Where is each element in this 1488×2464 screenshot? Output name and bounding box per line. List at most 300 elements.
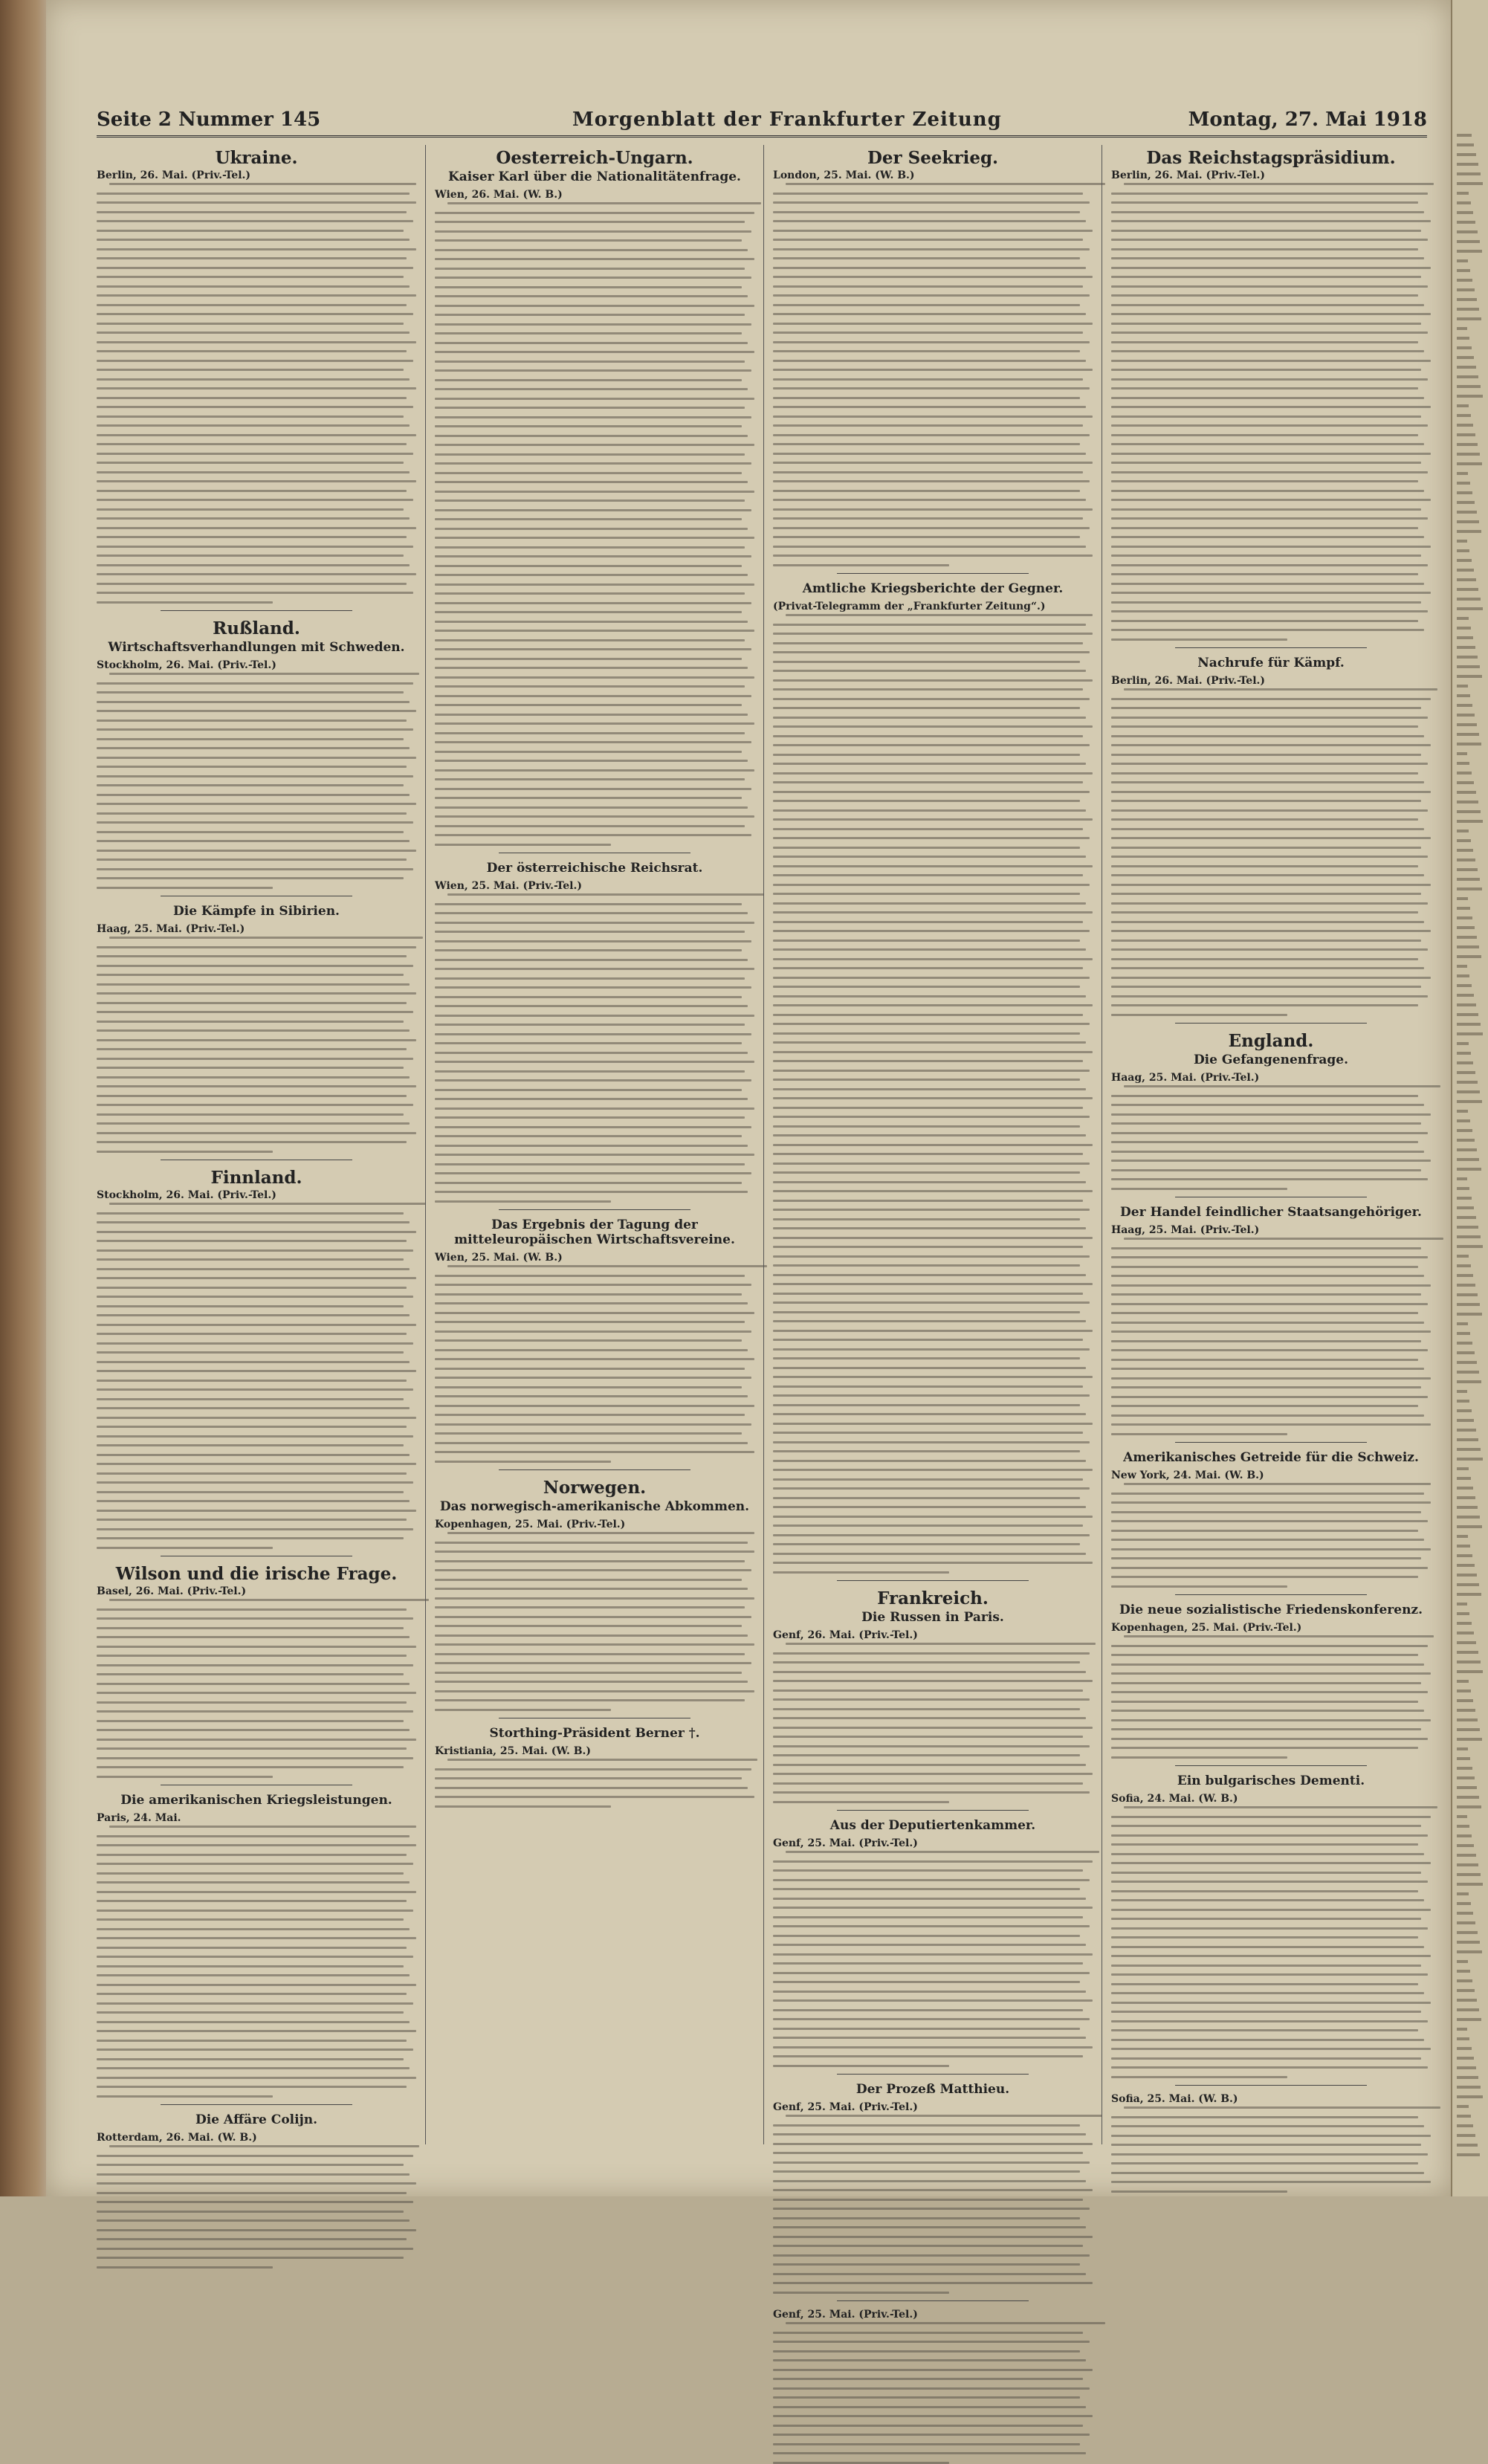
edge-text-stub (1457, 1487, 1473, 1490)
text-line (773, 884, 1090, 886)
article (1111, 1773, 1431, 2086)
text-line (97, 323, 404, 325)
text-line (97, 294, 416, 297)
article (773, 1818, 1093, 2075)
text-line (1111, 638, 1287, 641)
edge-text-stub (1457, 1332, 1470, 1335)
text-line (1111, 754, 1421, 756)
edge-text-stub (1457, 723, 1477, 726)
masthead (97, 104, 1427, 138)
edge-text-stub (1457, 743, 1481, 746)
text-line (97, 1141, 407, 1143)
text-line (97, 2058, 404, 2060)
article-heading: Oesterreich-Ungarn. (496, 148, 693, 168)
text-line (97, 1249, 413, 1252)
edge-text-stub (1457, 1970, 1470, 1973)
text-line (1111, 2153, 1428, 2156)
text-line (1111, 958, 1418, 960)
text-line (773, 193, 1083, 195)
edge-text-stub (1457, 482, 1470, 485)
article-subheading: Storthing-Präsident Berner †. (489, 1726, 700, 1741)
text-line (773, 1907, 1093, 1909)
edge-text-stub (1457, 1651, 1478, 1654)
text-line (97, 1872, 404, 1875)
text-line (97, 831, 404, 833)
text-line (435, 1024, 745, 1026)
text-line (1111, 480, 1418, 482)
text-line (1111, 378, 1428, 381)
edge-text-stub (1457, 1767, 1472, 1770)
edge-text-stub (1457, 1042, 1469, 1045)
text-line (1111, 921, 1424, 923)
text-line (97, 1844, 416, 1846)
column-rule (425, 145, 426, 2144)
text-line (1111, 1104, 1424, 1106)
text-line (435, 379, 742, 381)
text-line (773, 2009, 1083, 2011)
text-line (1111, 1530, 1418, 1532)
edge-text-stub (1457, 1747, 1468, 1750)
article-heading: Das Reichstagspräsidium. (1146, 148, 1396, 168)
text-line (435, 714, 748, 716)
article-subheading: Wirtschaftsverhandlungen mit Schweden. (108, 640, 405, 655)
text-line (773, 1972, 1090, 1974)
text-line (97, 1510, 416, 1512)
edge-text-stub (1457, 424, 1473, 427)
article (97, 2112, 416, 2269)
text-line (1111, 564, 1428, 566)
text-line (773, 1999, 1093, 2002)
text-line (435, 1358, 754, 1360)
edge-text-stub (1457, 878, 1480, 881)
text-line (435, 212, 754, 214)
text-line (97, 1636, 410, 1638)
text-line (1111, 2039, 1424, 2041)
text-line (1111, 1188, 1287, 1190)
text-line (773, 1339, 1083, 1341)
text-line (773, 1981, 1080, 1983)
edge-text-stub (1457, 1245, 1483, 1248)
text-line (97, 803, 416, 805)
text-line (97, 267, 413, 269)
article-body-text (773, 183, 1093, 566)
text-line (773, 2415, 1093, 2417)
text-line (1111, 1853, 1424, 1855)
edge-text-stub (1457, 1052, 1471, 1055)
edge-text-stub (1457, 279, 1472, 282)
text-line (435, 518, 742, 520)
article-dateline: Wien, 26. Mai. (W. B.) (435, 189, 563, 201)
edge-text-stub (1457, 2144, 1478, 2147)
text-line (773, 1394, 1090, 1397)
edge-text-stub (1457, 2124, 1473, 2127)
edge-text-stub (1457, 221, 1475, 224)
edge-text-stub (1457, 656, 1478, 659)
edge-text-stub (1457, 965, 1467, 968)
text-line (435, 1386, 742, 1388)
text-line (435, 1052, 748, 1054)
edge-text-stub (1457, 549, 1469, 552)
text-line (435, 996, 742, 998)
text-line (435, 1805, 611, 1808)
text-line (773, 341, 1090, 343)
edge-text-stub (1457, 955, 1481, 958)
edge-text-stub (1457, 1506, 1478, 1509)
edge-text-stub (1457, 762, 1469, 765)
text-line (435, 1126, 751, 1128)
text-line (773, 1070, 1090, 1072)
text-line (435, 676, 754, 679)
text-line (435, 398, 754, 400)
text-line (773, 1441, 1090, 1443)
text-line (109, 1203, 426, 1205)
text-line (1111, 1710, 1424, 1712)
text-line (1111, 828, 1424, 830)
article (435, 1478, 754, 1718)
text-line (435, 1312, 754, 1314)
text-line (435, 416, 751, 418)
article (1111, 1031, 1431, 1197)
text-line (97, 2067, 410, 2069)
edge-text-stub (1457, 511, 1477, 514)
text-line (773, 2359, 1086, 2361)
text-line (109, 1826, 416, 1828)
text-line (1111, 1340, 1421, 1342)
text-line (97, 1011, 413, 1013)
text-line (1111, 1965, 1421, 1967)
text-line (1111, 1645, 1428, 1647)
text-line (1111, 791, 1431, 793)
edge-text-stub (1457, 1699, 1473, 1702)
text-line (97, 2155, 413, 2157)
article-body-text (435, 1532, 754, 1711)
text-line (773, 2378, 1083, 2380)
text-line (773, 828, 1083, 830)
edge-text-stub (1457, 250, 1482, 253)
text-line (97, 2266, 273, 2269)
text-line (435, 305, 754, 307)
edge-text-stub (1457, 772, 1472, 775)
text-line (773, 453, 1086, 455)
edge-text-stub (1457, 472, 1468, 475)
text-line (97, 794, 410, 796)
edge-text-stub (1457, 414, 1471, 417)
text-line (773, 1357, 1080, 1359)
text-line (435, 912, 748, 914)
edge-text-stub (1457, 1863, 1478, 1866)
text-line (447, 893, 764, 896)
text-line (773, 1023, 1090, 1025)
text-line (97, 2182, 416, 2185)
edge-text-stub (1457, 1187, 1469, 1190)
text-line (773, 2396, 1080, 2399)
text-line (773, 791, 1090, 793)
text-line (97, 1039, 416, 1041)
text-line (773, 725, 1093, 728)
article-subheading: Das norwegisch-amerikanische Abkommen. (439, 1499, 750, 1514)
text-line (97, 2201, 413, 2203)
edge-text-stub (1457, 1351, 1475, 1354)
text-line (435, 592, 745, 595)
text-line (435, 462, 751, 465)
edge-text-stub (1457, 588, 1478, 591)
article-subheading: Ein bulgarisches Dementi. (1177, 1773, 1365, 1788)
text-line (773, 1153, 1083, 1155)
text-line (435, 1432, 742, 1435)
article-subheading: Nachrufe für Kämpf. (1197, 656, 1345, 670)
article-body-text (97, 183, 416, 604)
article-dateline: London, 25. Mai. (W. B.) (773, 169, 915, 181)
text-line (773, 1404, 1080, 1406)
text-line (97, 1627, 404, 1629)
article-body-text (1111, 1085, 1431, 1190)
text-line (773, 239, 1083, 241)
text-line (435, 239, 742, 242)
edge-text-stub (1457, 897, 1468, 900)
text-line (97, 2192, 407, 2194)
text-line (773, 387, 1090, 389)
edge-text-stub (1457, 1477, 1471, 1480)
text-line (773, 1991, 1086, 1993)
text-line (435, 472, 742, 474)
text-line (1111, 865, 1418, 867)
text-line (773, 1953, 1093, 1956)
text-line (1111, 1973, 1428, 1976)
text-line (1111, 350, 1424, 352)
text-line (97, 220, 413, 222)
text-line (773, 2387, 1090, 2390)
text-line (773, 977, 1090, 979)
text-line (97, 747, 410, 749)
text-line (1111, 1493, 1424, 1495)
text-line (97, 1221, 410, 1223)
edge-text-stub (1457, 540, 1467, 543)
edge-text-stub (1457, 1892, 1469, 1895)
edge-text-stub (1457, 385, 1481, 388)
edge-text-stub (1457, 2115, 1471, 2118)
text-line (773, 554, 1093, 557)
text-line (435, 555, 751, 557)
text-line (435, 286, 742, 288)
edge-text-stub (1457, 1158, 1479, 1161)
text-line (1111, 707, 1421, 709)
edge-text-stub (1457, 733, 1479, 736)
text-line (435, 509, 751, 511)
edge-text-stub (1457, 1545, 1470, 1548)
text-line (435, 1616, 751, 1618)
edge-text-stub (1457, 1796, 1479, 1799)
text-line (1111, 1433, 1287, 1435)
text-line (773, 874, 1083, 876)
article-dateline: Genf, 25. Mai. (Priv.-Tel.) (773, 2309, 918, 2321)
edge-text-stub (1457, 1786, 1477, 1789)
edge-text-stub (1457, 327, 1467, 330)
text-line (773, 2208, 1090, 2210)
text-line (773, 1736, 1083, 1738)
text-line (1111, 546, 1431, 548)
text-line (109, 937, 422, 939)
text-line (773, 2133, 1086, 2135)
text-line (1111, 415, 1421, 418)
text-line (1111, 902, 1428, 905)
text-line (435, 602, 751, 604)
text-line (786, 2322, 1105, 2324)
edge-text-stub (1457, 984, 1472, 987)
text-line (435, 1653, 745, 1655)
text-line (97, 701, 410, 703)
text-line (97, 821, 413, 824)
text-line (435, 1709, 611, 1711)
edge-text-stub (1457, 858, 1475, 861)
article-dateline: New York, 24. Mai. (W. B.) (1111, 1469, 1264, 1481)
text-line (773, 1879, 1090, 1881)
text-line (435, 648, 751, 650)
text-line (97, 1370, 416, 1372)
text-line (97, 1380, 407, 1382)
text-line (97, 850, 416, 852)
newspaper-title: Morgenblatt der Frankfurter Zeitung (572, 109, 1002, 131)
edge-text-stub (1457, 182, 1483, 185)
article-dateline: Berlin, 26. Mai. (Priv.-Tel.) (97, 169, 251, 181)
text-line (1124, 183, 1434, 185)
text-line (97, 2077, 416, 2079)
text-line (773, 527, 1090, 529)
text-line (1111, 1843, 1418, 1846)
text-line (435, 369, 751, 372)
text-line (773, 2425, 1083, 2427)
article-subheading: Der Prozeß Matthieu. (855, 2082, 1010, 2097)
edge-text-stub (1457, 578, 1476, 581)
text-line (109, 183, 416, 185)
text-line (773, 1487, 1090, 1490)
text-line (773, 1209, 1090, 1211)
edge-text-stub (1457, 617, 1469, 620)
text-line (773, 2055, 1083, 2057)
text-line (1111, 369, 1421, 371)
text-line (1111, 1992, 1424, 1994)
text-line (435, 977, 745, 980)
edge-text-stub (1457, 269, 1470, 272)
edge-text-stub (1457, 346, 1472, 349)
text-line (773, 986, 1080, 988)
text-line (97, 1664, 413, 1666)
text-line (435, 1163, 745, 1165)
text-line (773, 1543, 1080, 1545)
edge-text-stub (1457, 2076, 1478, 2079)
text-line (97, 193, 410, 195)
article-body-text (97, 1826, 416, 2098)
article-subheading: Der österreichische Reichsrat. (486, 861, 703, 876)
text-line (97, 1710, 413, 1713)
text-line (97, 1426, 407, 1428)
text-line (97, 682, 413, 685)
text-line (97, 1417, 416, 1419)
text-line (773, 2170, 1080, 2173)
text-line (773, 2434, 1090, 2436)
text-line (1111, 1247, 1421, 1249)
text-line (773, 735, 1083, 737)
text-line (447, 1759, 757, 1761)
article-dateline: Genf, 25. Mai. (Priv.-Tel.) (773, 1837, 918, 1849)
text-line (97, 1729, 410, 1731)
edge-text-stub (1457, 810, 1481, 813)
text-line (773, 1925, 1090, 1927)
text-line (1111, 1899, 1424, 1901)
article-heading: Ukraine. (215, 148, 298, 168)
edge-text-stub (1457, 1989, 1475, 1992)
text-line (1111, 1946, 1424, 1948)
edge-text-stub (1457, 1110, 1468, 1113)
text-line (435, 583, 754, 586)
text-line (1111, 763, 1428, 765)
text-line (773, 471, 1083, 473)
text-line (435, 1135, 742, 1137)
text-line (1111, 1284, 1431, 1287)
text-line (1111, 818, 1418, 821)
text-line (1124, 1635, 1434, 1637)
text-line (1111, 986, 1421, 988)
text-line (1111, 940, 1421, 942)
text-line (97, 691, 404, 693)
text-line (1111, 1567, 1428, 1569)
text-line (1111, 847, 1421, 849)
edge-text-stub (1457, 317, 1481, 320)
text-line (435, 1405, 754, 1407)
text-line (773, 332, 1083, 334)
text-line (773, 2245, 1083, 2247)
edge-text-stub (1457, 1805, 1481, 1808)
edge-text-stub (1457, 974, 1469, 977)
edge-text-stub (1457, 559, 1472, 562)
text-line (1111, 1834, 1428, 1837)
text-line (1111, 1576, 1418, 1578)
text-line (773, 763, 1086, 765)
article-body-text (435, 202, 754, 846)
text-line (435, 1293, 742, 1296)
text-line (1111, 1585, 1287, 1588)
text-line (435, 834, 751, 836)
text-line (773, 661, 1080, 663)
text-line (435, 769, 754, 772)
text-line (97, 1472, 407, 1475)
text-line (773, 2046, 1093, 2049)
article-dateline: Haag, 25. Mai. (Priv.-Tel.) (1111, 1072, 1260, 1084)
text-line (97, 527, 416, 529)
edge-text-stub (1457, 704, 1472, 707)
text-line (97, 2238, 407, 2240)
text-line (109, 1599, 429, 1601)
text-line (773, 1181, 1086, 1183)
text-line (1111, 1672, 1431, 1675)
text-line (773, 508, 1093, 511)
text-line (773, 911, 1093, 914)
edge-text-stub (1457, 2153, 1480, 2156)
text-line (773, 2217, 1080, 2219)
text-line (97, 1720, 404, 1722)
edge-text-stub (1457, 433, 1475, 436)
edge-text-stub (1457, 1458, 1483, 1461)
article (97, 148, 416, 611)
article (435, 1726, 754, 1808)
text-line (1111, 601, 1421, 604)
article-heading: Der Seekrieg. (867, 148, 999, 168)
text-line (1111, 1322, 1424, 1324)
text-line (1111, 725, 1418, 728)
text-line (773, 1200, 1083, 1202)
edge-text-stub (1457, 172, 1481, 175)
text-line (435, 1423, 751, 1426)
text-line (97, 517, 410, 520)
